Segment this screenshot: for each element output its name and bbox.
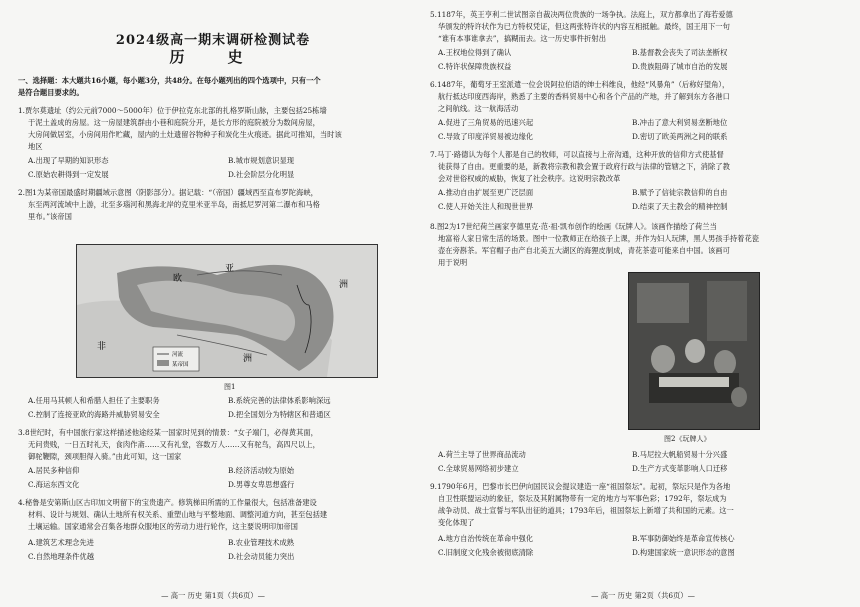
option-a: A.居民多种信仰 (28, 466, 80, 475)
question-text: 5.1187年，英王亨利二世试图亲自裁决两位贵族的一场争执。法庭上，双方都拿出了海若爱德 (430, 10, 733, 19)
map-label: 洲 (339, 280, 349, 290)
question-text: 1.贾尔莫遗址（约公元前7000～5000年）位于伊拉克东北部的扎格罗斯山脉，主要包括25栋墙 (18, 106, 327, 115)
option-a: A.出现了早期的知识形态 (28, 156, 109, 165)
question-text: 土壤运输。国家通常会召集各地群众服地区的劳动力进行轮作，这主要说明印加帝国 (28, 522, 298, 531)
option-a: A.促进了三角贸易的迅速兴起 (438, 118, 534, 127)
option-d: D.男尊女卑思想盛行 (228, 480, 295, 489)
option-c: C.原始农耕得到一定发展 (28, 170, 109, 179)
question-text: 华颁发的特许状作为已方特权凭证，但这两张特许状的内容互相抵触。最终，国王用下一句 (438, 22, 730, 31)
map-label: 亚 (225, 264, 235, 274)
exam-page-1 (0, 0, 426, 607)
question-text: 无问贵贱，一日五时礼天，食肉作斋……又有礼堂，容数万人……又有驼鸟，高四尺以上， (28, 440, 320, 449)
question-text: 材料、设计与规划、确认土地所有权关系、重塑山地与平整地面、调整河道方向，甚至包括建 (28, 510, 328, 519)
option-a: A.推动自由扩展至更广泛层面 (438, 188, 534, 197)
option-b: B.军事防御始终是革命宣传核心 (632, 534, 735, 543)
page-footer: — 高一 历史 第1页（共6页）— (161, 591, 265, 600)
option-b: B.赋予了信徒宗教信仰的自由 (632, 188, 728, 197)
exam-title: 2024级高一期末调研检测试卷 (115, 33, 311, 48)
option-b: B.系统完善的法律体系影响深远 (228, 396, 331, 405)
option-d: D.把全国划分为特辖区和普通区 (228, 410, 331, 419)
question-text: 壶在旁斟茶。军官帽子由产自北美五大湖区的海狸皮制成，青花茶壶可能来自中国。该画可 (438, 246, 730, 255)
legend-empire: 某帝国 (172, 362, 189, 368)
section-intro: 一、选择题：本大题共16小题，每小题3分，共48分。在每小题列出的四个选项中，只有一个 (18, 76, 321, 85)
page-footer: — 高一 历史 第2页（共6页）— (591, 591, 695, 600)
option-d: D.社会阶层分化明显 (228, 170, 295, 179)
question-text: 9.1790年6月，巴黎市长巴伊向国民议会提议建造一座“祖国祭坛”。起初，祭坛只是作为各地 (430, 482, 731, 491)
option-c: C.海运东西文化 (28, 480, 80, 489)
question-text: 7.马丁·路德认为每个人都是自己的牧师，可以直接与上帝沟通，这种开放的信仰方式使基督 (430, 150, 724, 159)
map-label: 洲 (243, 354, 253, 364)
question-text: 变化体现了 (438, 518, 475, 527)
option-d: D.社会动员能力突出 (228, 552, 295, 561)
exam-page-2-lower (426, 0, 860, 607)
option-c: C.旧制度文化残余被彻底清除 (438, 548, 534, 557)
option-b: B.马尼拉大帆船贸易十分兴盛 (632, 450, 728, 459)
question-text: 自卫性联盟运动的象征，祭坛及其附属物带有一定的地方与军事色彩；1792年，祭坛成为 (438, 494, 727, 503)
option-b: B.冲击了意大利贸易垄断地位 (632, 118, 728, 127)
figure-2-caption: 图2《玩牌人》 (664, 435, 711, 443)
question-text: 于泥土盖成的房屋。这一房屋建筑群由小巷和庭院分开，是长方形的庭院被分为数间房屋， (28, 118, 320, 127)
question-text: 里布。”该帝国 (28, 212, 72, 221)
question-text: 之间航线。这一航海活动 (438, 104, 519, 113)
question-text: 大房间做居室，小房间用作贮藏，屋内的土灶遗留谷物种子和炭化生火痕迹。据此可推知，当时该 (28, 130, 342, 139)
option-d: D.生产方式变革影响人口迁移 (632, 464, 728, 473)
option-b: B.基督教会丧失了司法垄断权 (632, 48, 728, 57)
option-c: C.全球贸易网络初步建立 (438, 464, 519, 473)
question-text: 会对世俗权威的威胁，恢复了社会秩序。这说明宗教改革 (438, 174, 621, 183)
question-text: 8.图2为17世纪荷兰画家亨德里克·范·祖·凯布创作的绘画《玩牌人》。该画作描绘了荷兰当 (430, 222, 717, 231)
figure-1-caption: 图1 (224, 383, 236, 391)
question-text: 地区 (28, 142, 43, 151)
option-c: C.控制了连接亚欧的海路并威胁贸易安全 (28, 410, 160, 419)
question-text: 6.1487年，葡萄牙王室派遣一位会说阿拉伯语的绅士科维良，他经“风暴角”（后称好望角）， (430, 80, 730, 89)
option-a: A.地方自治传统在革命中强化 (438, 534, 534, 543)
option-d: D.结束了天主教会的精神控制 (632, 202, 728, 211)
section-intro-2: 是符合题目要求的。 (18, 88, 84, 97)
map-label: 非 (97, 342, 107, 352)
option-c: C.导致了印度洋贸易被边缘化 (438, 132, 534, 141)
option-a: A.建筑艺术理念先进 (28, 538, 94, 547)
option-a: A.荷兰主导了世界商品流动 (438, 450, 526, 459)
question-text: 地富裕人家日常生活的场景。图中一位教师正在给孩子上课，并作为妇人玩牌，黑人男孩手持着花瓷 (438, 234, 760, 243)
question-text: 航行抵达印度西海岸，熟悉了主要的香料贸易中心和各个产品的产地，并了解到东方各港口 (438, 92, 730, 101)
map-label: 欧 (173, 274, 183, 284)
option-d: D.密切了欧美两洲之间的联系 (632, 132, 728, 141)
option-a: A.任用马其顿人和希腊人担任了主要职务 (28, 396, 160, 405)
subject-title: 历 史 (169, 48, 257, 66)
question-text: 东至两河流域中上游，北至多瑙河和黑海北岸的克里米亚半岛，南抵尼罗河第二瀑布和马格 (28, 200, 320, 209)
question-text: 徒获得了自由。更重要的是，新教将宗教和教会置于政府行政与法律的管辖之下，消除了教 (438, 162, 730, 171)
question-text: 3.8世纪时，有中国旅行家这样描述他途经某一国家时见到的情景：“女子端门，必得黄其面， (18, 428, 318, 437)
empire-map (77, 245, 377, 377)
option-d: D.构建国家统一意识形态的意图 (632, 548, 735, 557)
option-d: D.贵族阻碍了城市自治的发展 (632, 62, 728, 71)
question-text: “谁有本事谁拿去”，搞糊而去。这一历史事件折射出 (438, 34, 606, 43)
option-b: B.农业管理技术成熟 (228, 538, 295, 547)
question-text: 御驼鞭隙，颈项胆得入骑。”由此可知，这一国家 (28, 452, 182, 461)
option-a: A.王权地位得到了确认 (438, 48, 512, 57)
option-b: B.经济活动较为原始 (228, 466, 295, 475)
question-text: 用于说明 (438, 258, 468, 267)
question-text: 2.图1为某帝国最盛时期疆域示意图（阴影部分）。据记载：“（帝国）疆域西至直布罗陀海峡， (18, 188, 318, 197)
question-text: 战争动员、战士宣誓与军队出征的道具；1793年后，祖国祭坛上新增了共和国的元素。这一 (438, 506, 734, 515)
option-c: C.使人开始关注人和现世世界 (438, 202, 534, 211)
legend-river: 河流 (172, 352, 184, 358)
question-text: 4.秘鲁是安第斯山区古印加文明留下的宝贵遗产。修筑梯田所需的工作量很大，包括准备建设 (18, 498, 317, 507)
option-b: B.城市规划意识显现 (228, 156, 295, 165)
option-c: C.自然地理条件优越 (28, 552, 95, 561)
option-c: C.特许状保障贵族权益 (438, 62, 512, 71)
empire-map-figure (76, 244, 378, 378)
